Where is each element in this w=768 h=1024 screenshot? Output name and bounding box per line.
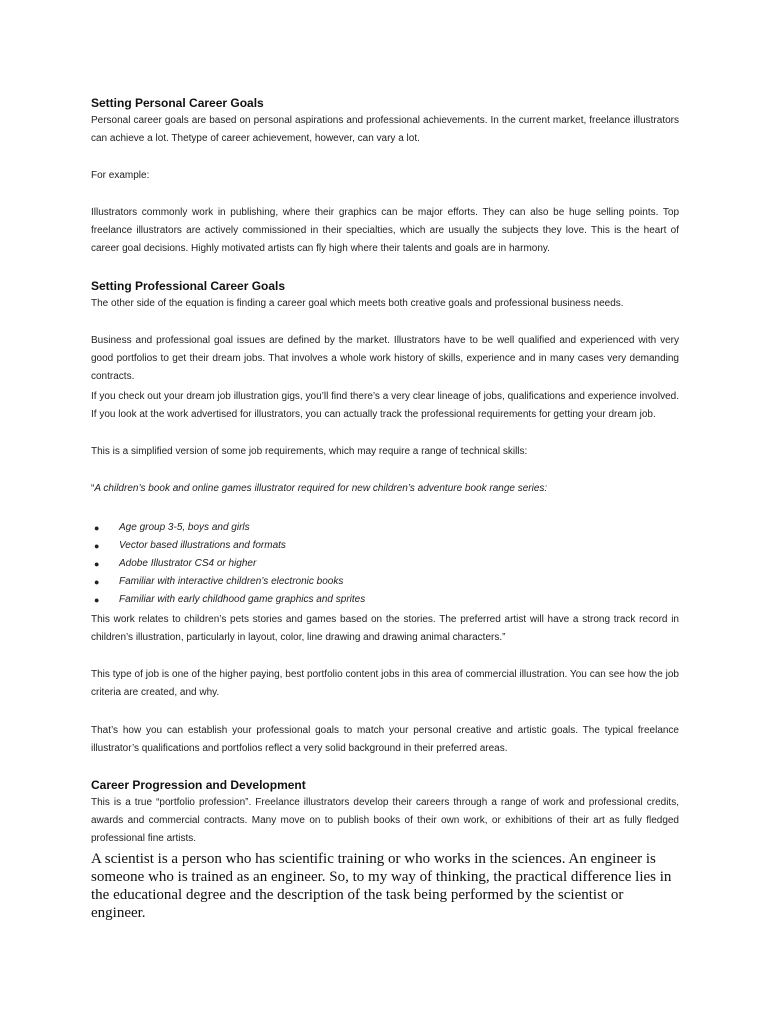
list-item xyxy=(91,555,679,573)
list-item xyxy=(91,591,679,609)
list-item xyxy=(91,519,679,537)
paragraph-establish-goals: That’s how you can establish your professional goals to match your personal creative and artistic goals. The typical freelance illustrator’s qualifications and portfolios reflect a very solid background in their preferred areas. xyxy=(91,725,679,754)
heading-personal-career-goals: Setting Personal Career Goals xyxy=(91,96,264,110)
job-ad-quote-text: A children’s book and online games illustrator required for new children’s adventure book range series: xyxy=(94,483,548,494)
paragraph-illustrators-publishing: Illustrators commonly work in publishing, where their graphics can be major efforts. They can also be huge selling points. Top freelance illustrators are actively commissioned in their specialties, which are usually the subjects they love. This is the heart of career goal decisions. Highly motivated artists can fly high where their talents and goals are in harmony. xyxy=(91,207,679,254)
bullet-dot-icon: ● xyxy=(94,523,100,533)
paragraph-personal-intro: Personal career goals are based on personal aspirations and professional achievements. In the current market, freelance illustrators can achieve a lot. Thetype of career achievement, however, can vary a lot. xyxy=(91,115,679,144)
list-item-text: Adobe Illustrator CS4 or higher xyxy=(119,558,257,569)
paragraph-business-goals: Business and professional goal issues are defined by the market. Illustrators have to be well qualified and experienced with very good portfolios to get their dream jobs. That involves a whole work history of skills, experience and in many cases very demanding contracts. xyxy=(91,335,679,382)
list-item xyxy=(91,573,679,591)
paragraph-scientist-engineer: A scientist is a person who has scientific training or who works in the sciences. An engineer is someone who is trained as an engineer. So, to my way of thinking, the practical difference lies in the educational degree and the description of the task being performed by the scientist or engineer. xyxy=(91,851,672,921)
list-item-text: Age group 3-5, boys and girls xyxy=(119,522,250,533)
heading-professional-career-goals: Setting Professional Career Goals xyxy=(91,279,286,293)
paragraph-higher-paying: This type of job is one of the higher paying, best portfolio content jobs in this area of commercial illustration. You can see how the job criteria are created, and why. xyxy=(91,669,679,698)
list-item-text: Familiar with interactive children’s electronic books xyxy=(119,576,344,587)
paragraph-other-side: The other side of the equation is finding a career goal which meets both creative goals and professional business needs. xyxy=(91,298,624,309)
paragraph-for-example: For example: xyxy=(91,170,150,181)
bullet-dot-icon: ● xyxy=(94,559,100,569)
list-item xyxy=(91,537,679,555)
bullet-dot-icon: ● xyxy=(94,541,100,551)
job-ad-quote xyxy=(91,480,679,498)
heading-career-progression: Career Progression and Development xyxy=(91,778,306,792)
paragraph-portfolio-profession: This is a true “portfolio profession”. Freelance illustrators develop their careers through a range of work and professional credits, awards and commercial contracts. Many move on to publish books of their own work, or exhibitions of their art as fully fledged professional fine artists. xyxy=(91,797,679,844)
list-item-text: Familiar with early childhood game graphics and sprites xyxy=(119,594,366,605)
paragraph-dream-job: If you check out your dream job illustration gigs, you’ll find there’s a very clear lineage of jobs, qualifications and experience involved. If you look at the work advertised for illustrators, you can actually track the professional requirements for getting your dream job. xyxy=(91,391,679,420)
quote-open-mark: “ xyxy=(91,483,95,494)
bullet-dot-icon: ● xyxy=(94,577,100,587)
paragraph-work-relates: This work relates to children’s pets stories and games based on the stories. The preferred artist will have a strong track record in children’s illustration, particularly in layout, color, line drawing and drawing animal characters.” xyxy=(91,614,679,643)
job-requirements-list xyxy=(91,519,679,609)
paragraph-simplified-version: This is a simplified version of some job requirements, which may require a range of technical skills: xyxy=(91,446,528,457)
list-item-text: Vector based illustrations and formats xyxy=(119,540,286,551)
bullet-dot-icon: ● xyxy=(94,595,100,605)
